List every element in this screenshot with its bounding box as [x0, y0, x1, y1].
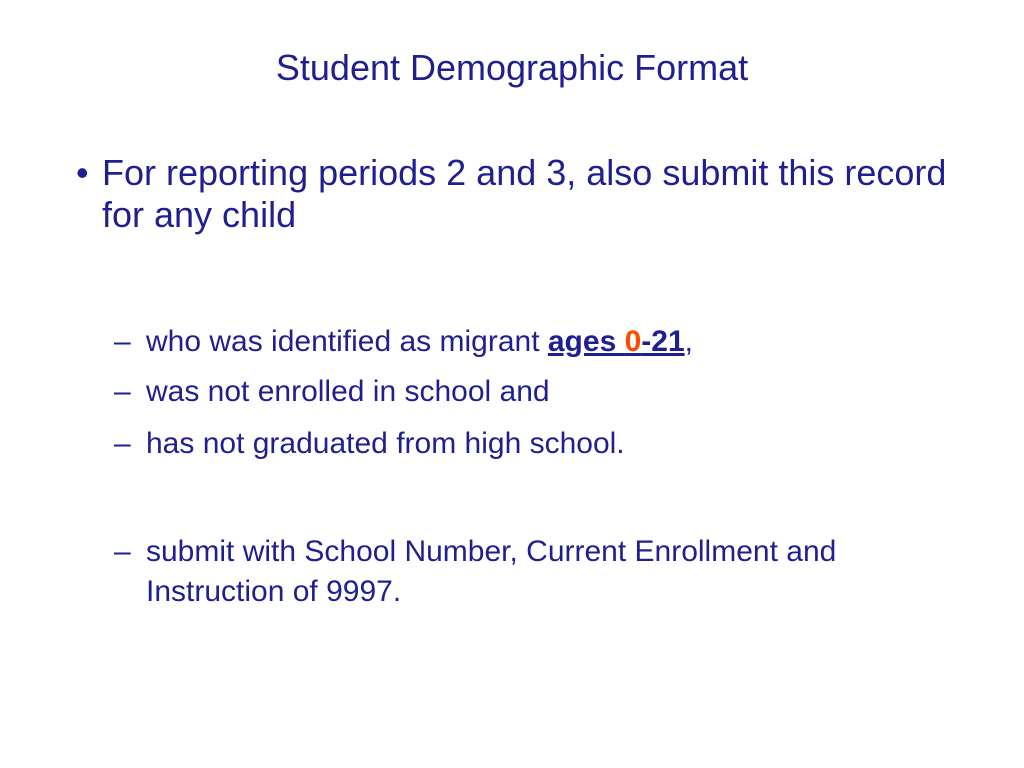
dash-marker: –: [114, 325, 131, 358]
main-bullet: [76, 152, 976, 236]
slide-title: Student Demographic Format: [275, 47, 749, 88]
ages-range: [548, 325, 685, 358]
age-max: -21: [641, 325, 685, 358]
sub-bullet-text: was not enrolled in school and: [146, 375, 550, 408]
age-min: 0: [624, 325, 642, 358]
dash-marker: –: [114, 427, 131, 460]
bullet-marker: •: [76, 152, 89, 193]
sub-bullet-not-graduated: [114, 424, 874, 464]
sub-bullet-prefix: who was identified as migrant: [146, 325, 548, 358]
dash-marker: –: [114, 535, 131, 568]
sub-bullet-text: [146, 322, 874, 362]
sub-bullet-submit: [114, 532, 874, 612]
ages-label: ages: [547, 325, 625, 358]
main-bullet-text: For reporting periods 2 and 3, also submit this record for any child: [102, 152, 947, 235]
sub-bullet-suffix: ,: [684, 325, 693, 358]
dash-marker: –: [114, 375, 131, 408]
sub-bullet-identified: [114, 322, 874, 362]
sub-bullet-text: submit with School Number, Current Enrollment and Instruction of 9997.: [146, 535, 837, 608]
sub-bullet-text: has not graduated from high school.: [146, 427, 625, 460]
sub-bullet-not-enrolled: [114, 372, 874, 412]
